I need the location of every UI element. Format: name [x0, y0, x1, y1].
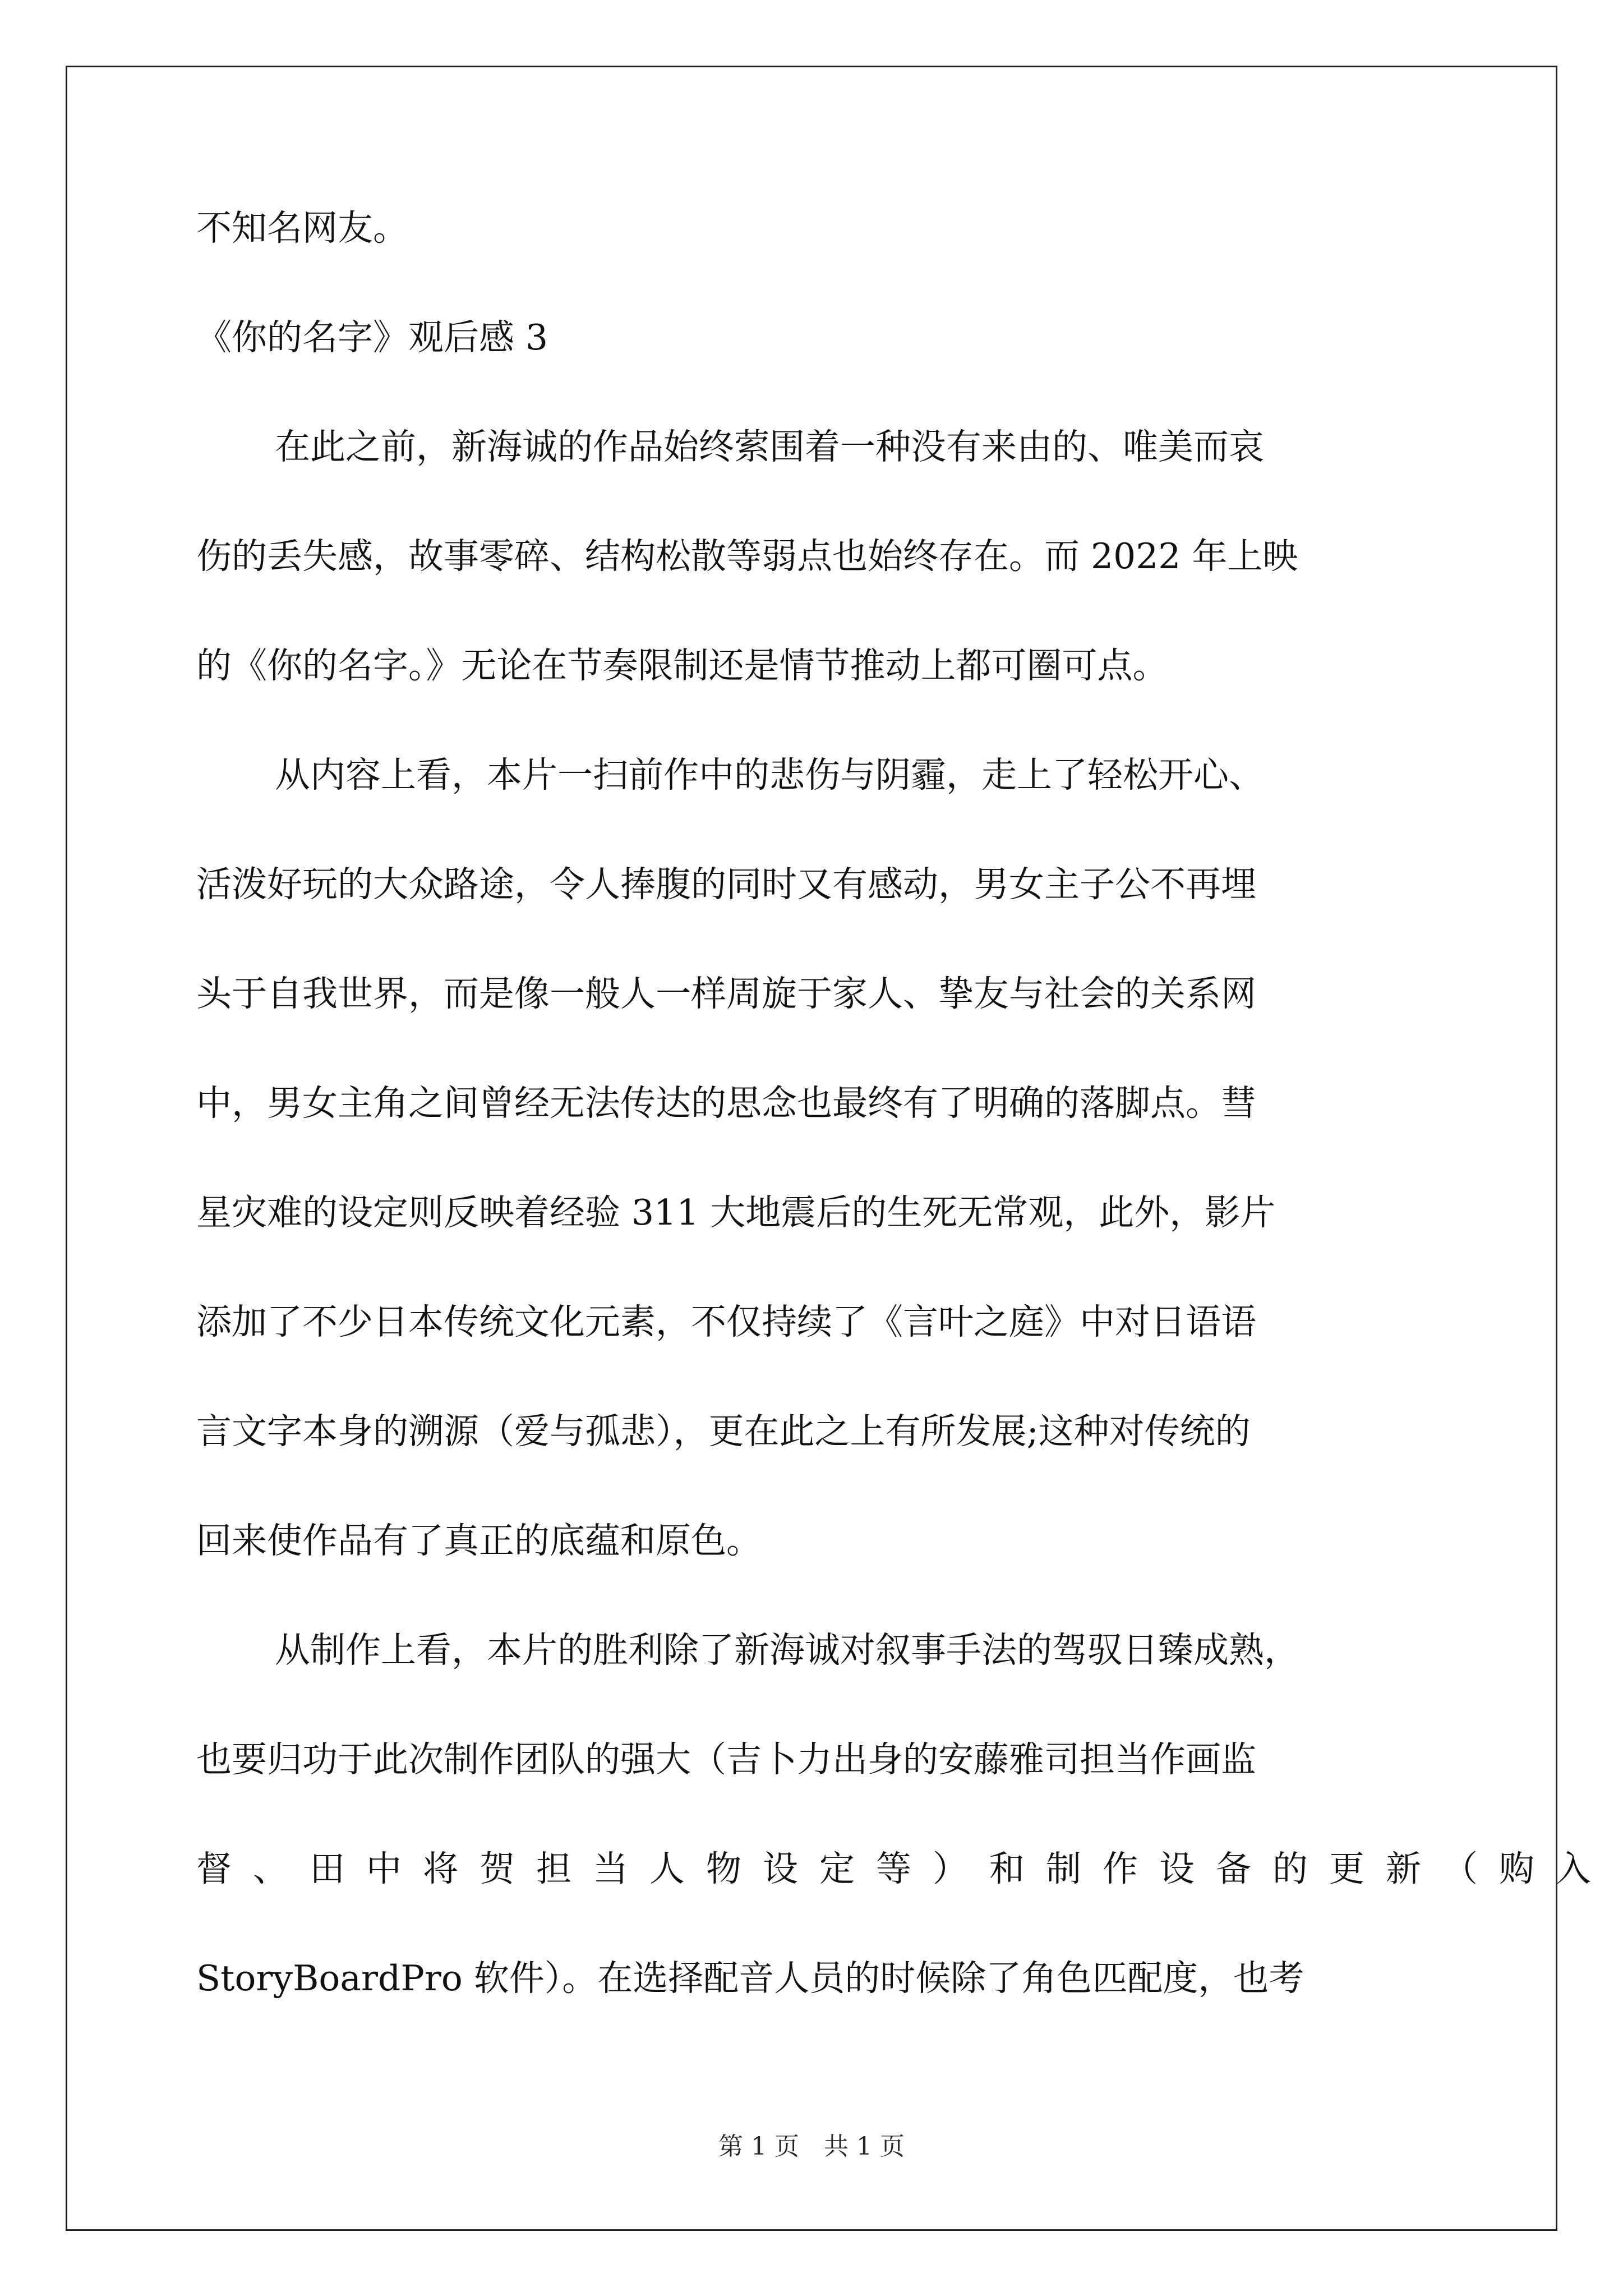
text-line: 在此之前，新海诚的作品始终萦围着一种没有来由的、唯美而哀 [275, 426, 1264, 467]
section-heading: 《你的名字》观后感 3 [196, 317, 548, 358]
text-line: 不知名网友。 [196, 208, 408, 249]
text-line: 添加了不少日本传统文化元素，不仅持续了《言叶之庭》中对日语语 [196, 1301, 1256, 1342]
text-line: 也要归功于此次制作团队的强大（吉卜力出身的安藤雅司担当作画监 [196, 1739, 1256, 1780]
text-line: 从制作上看，本片的胜利除了新海诚对叙事手法的驾驭日臻成熟， [275, 1630, 1299, 1671]
text-line: 言文字本身的溯源（爱与孤悲），更在此之上有所发展;这种对传统的 [196, 1411, 1251, 1452]
text-line: 星灾难的设定则反映着经验 311 大地震后的生死无常观，此外，影片 [196, 1192, 1276, 1233]
text-line: 的《你的名字。》无论在节奏限制还是情节推动上都可圈可点。 [196, 645, 1168, 686]
text-line: 从内容上看，本片一扫前作中的悲伤与阴霾，走上了轻松开心、 [275, 754, 1264, 795]
text-line: 回来使作品有了真正的底蕴和原色。 [196, 1520, 762, 1561]
text-line: 中，男女主角之间曾经无法传达的思念也最终有了明确的落脚点。彗 [196, 1083, 1256, 1124]
text-line: StoryBoardPro 软件）。在选择配音人员的时候除了角色匹配度，也考 [196, 1958, 1304, 1999]
text-line: 活泼好玩的大众路途，令人捧腹的同时又有感动，男女主子公不再埋 [196, 864, 1256, 905]
page-footer: 第 1 页 共 1 页 [718, 2132, 905, 2161]
text-line: 督、田中将贺担当人物设定等）和制作设备的更新（购入 [196, 1848, 1612, 1889]
text-line: 头于自我世界，而是像一般人一样周旋于家人、挚友与社会的关系网 [196, 973, 1256, 1014]
text-line: 伤的丢失感，故事零碎、结构松散等弱点也始终存在。而 2022 年上映 [196, 536, 1298, 577]
document-body [196, 208, 1612, 2070]
